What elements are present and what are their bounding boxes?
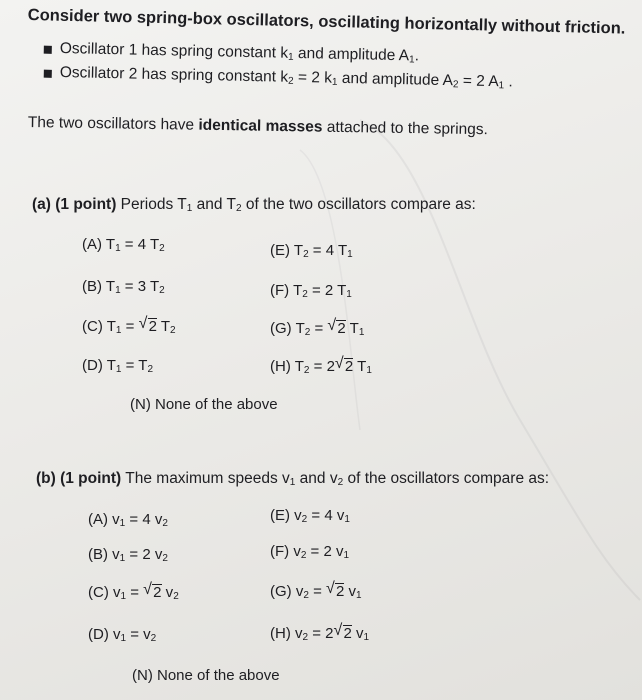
part-a-option-a[interactable]: (A) $T_1 = 4$ $T_2$ [82,236,165,254]
part-a-option-d[interactable]: (D) $T_1 = T_2$ [82,357,154,375]
part-b-option-n[interactable]: (N) None of the above [132,667,280,684]
part-a-option-h[interactable]: (H) $T_2 = 2√$ 2 $T_1$ [270,358,372,376]
part-a-option-c[interactable]: (C) $T_1$ = √ 2 $T_2$ [82,318,176,336]
part-b-option-b[interactable]: (B) $v_1 = 2$ $v_2$ [88,546,168,564]
part-b-option-a[interactable]: (A) $v_1 = 4$ $v_2$ [88,511,168,529]
identical-masses-note: The two oscillators have identical masses attached to the springs. [27,114,489,139]
part-a-option-n[interactable]: (N) None of the above [130,396,278,413]
part-b-option-c[interactable]: (C) $v_1$ = √ 2 $v_2$ [88,584,179,602]
part-a-question: (a) (1 point) Periods $T_1$ and $T_2$ of the two oscillators compare as: [32,196,476,214]
part-b-option-d[interactable]: (D) $v_1 = v_2$ [88,626,157,644]
part-b-option-e[interactable]: (E) $v_2 = 4$ $v_1$ [270,507,350,525]
part-b-option-h[interactable]: (H) $v_2 = 2√$ 2 $v_1$ [270,625,369,643]
bullet-oscillator-2: Oscillator 2 has spring constant $k_2 = 2$ $k_1$ and amplitude $A_2 = 2$ $A_1$ . [59,64,513,92]
part-a-option-f[interactable]: (F) $T_2 = 2$ $T_1$ [270,282,352,300]
part-a-option-g[interactable]: (G) $T_2$ = √ 2 $T_1$ [270,320,364,338]
part-b-option-g[interactable]: (G) $v_2$ = √ 2 $v_1$ [270,583,362,601]
part-a-option-e[interactable]: (E) $T_2 = 4$ $T_1$ [270,242,353,260]
part-a-option-b[interactable]: (B) $T_1 = 3$ $T_2$ [82,278,165,296]
part-b-question: (b) (1 point) The maximum speeds $v_1$ and $v_2$ of the oscillators compare as: [36,470,550,488]
problem-intro: Consider two spring-box oscillators, oscillating horizontally without friction. [27,6,626,38]
bullet-oscillator-1: Oscillator 1 has spring constant $k_1$ and amplitude $A_1$. [59,40,420,66]
part-b-option-f[interactable]: (F) $v_2 = 2$ $v_1$ [270,543,350,561]
